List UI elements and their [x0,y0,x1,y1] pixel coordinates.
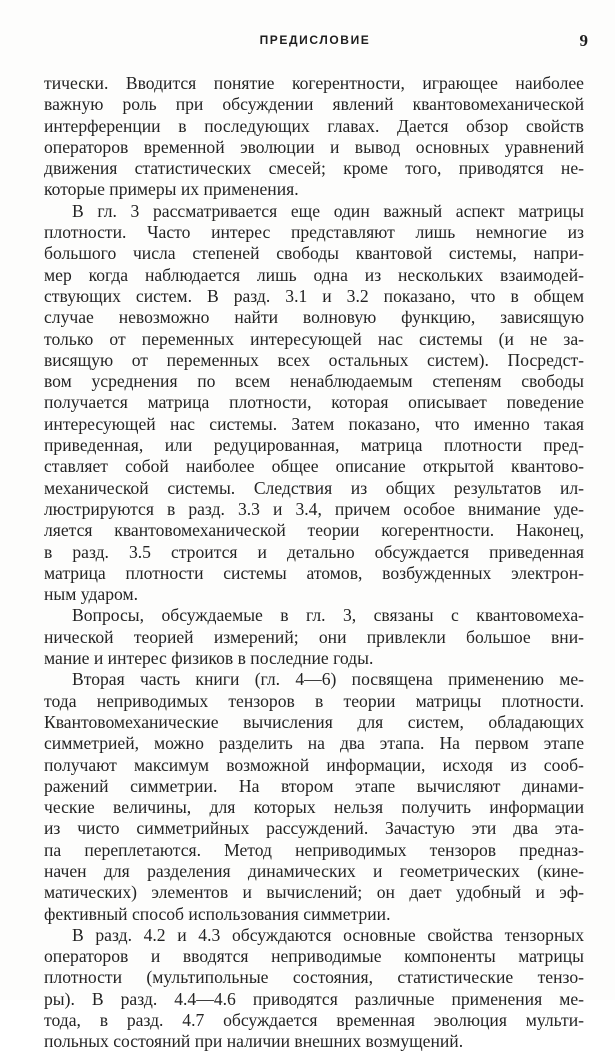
page-header [42,31,588,53]
text-line: па переплетаются. Метод неприводимых тензоров предназ- [44,839,584,860]
text-line: Квантовомеханические вычисления для систем, обладающих [44,711,584,732]
text-line: только от переменных интересующей нас системы (и не за- [44,328,584,349]
text-line: ры). В разд. 4.4—4.6 приводятся различные применения ме- [44,988,584,1009]
text-line: нической теорией измерений; они привлекли большое вни- [44,626,584,647]
text-line: В гл. 3 рассматривается еще один важный аспект матрицы [72,200,584,221]
text-line: плотности (мультипольные состояния, статистические тензо- [44,967,584,988]
text-line: случае невозможно найти волновую функцию, зависящую [44,307,584,328]
text-line: вом усреднения по всем ненаблюдаемым степеням свободы [44,371,584,392]
text-line: Вопросы, обсуждаемые в гл. 3, связаны с квантовомеха- [72,605,584,626]
paragraph-3 [44,605,584,669]
text-line: механической системы. Следствия из общих результатов ил- [44,477,584,498]
text-line: получают максимум возможной информации, исходя из сооб- [44,754,584,775]
text-line: движения статистических смесей; кроме того, приводятся не- [44,158,584,179]
text-line: интерференции в последующих главах. Дается обзор свойств [44,115,584,136]
text-line: ным ударом. [44,584,139,605]
text-line: ставляет собой наиболее общее описание открытой квантово- [44,456,584,477]
running-title: ПРЕДИСЛОВИЕ [259,33,371,47]
text-line: мер когда наблюдается лишь одна из нескольких взаимодей- [44,264,584,285]
text-line: операторов и вводятся неприводимые компоненты матрицы [44,946,584,967]
text-line: матических) элементов и вычислений; он дает удобный и эф- [44,882,584,903]
text-line: приведенная, или редуцированная, матрица плотности пред- [44,435,584,456]
text-line: люстрируются в разд. 3.3 и 3.4, причем особое внимание уде- [44,498,584,519]
text-line: операторов временной эволюции и вывод основных уравнений [44,136,584,157]
text-line: тода неприводимых тензоров в теории матрицы плотности. [44,690,584,711]
text-line: ражений симметрии. На втором этапе вычисляют динами- [44,775,584,796]
paragraph-5 [44,925,584,1053]
paragraph-4 [44,669,584,925]
text-line: получается матрица плотности, которая описывает поведение [44,392,584,413]
paragraph-1 [44,73,584,201]
text-line: интересующей нас системы. Затем показано, что именно такая [44,413,584,434]
text-line: из чисто симметрийных рассуждений. Зачастую эти два эта- [44,818,584,839]
text-line: большого числа степеней свободы квантовой системы, напри- [44,243,584,264]
text-line: польных состояний при наличии внешних возмущений. [44,1031,464,1052]
text-line: ческие величины, для которых нельзя получить информации [44,797,584,818]
text-line: Вторая часть книги (гл. 4—6) посвящена применению ме- [72,669,584,690]
text-line: мание и интерес физиков в последние годы. [44,648,374,669]
text-line: плотности. Часто интерес представляют лишь немногие из [44,222,584,243]
text-line: важную роль при обсуждении явлений квантовомеханической [44,94,584,115]
paragraph-2 [44,201,584,606]
page-number: 9 [579,31,588,50]
text-line: в разд. 3.5 строится и детально обсуждается приведенная [44,541,584,562]
text-line: которые примеры их применения. [44,179,299,200]
text-line: тода, в разд. 4.7 обсуждается временная эволюция мульти- [44,1010,584,1031]
text-line: начен для разделения динамических и геометрических (кине- [44,860,584,881]
body-text [44,73,584,1053]
text-line: матрица плотности системы атомов, возбужденных электрон- [44,562,584,583]
text-line: ствующих систем. В разд. 3.1 и 3.2 показано, что в общем [44,285,584,306]
text-line: фективный способ использования симметрии. [44,903,391,924]
text-line: симметрией, можно разделить на два этапа. На первом этапе [44,733,584,754]
text-line: В разд. 4.2 и 4.3 обсуждаются основные свойства тензорных [72,924,584,945]
text-line: ляется квантовомеханической теории когерентности. Наконец, [44,520,584,541]
text-line: тически. Вводится понятие когерентности, играющее наиболее [44,73,584,93]
text-line: висящую от переменных всех остальных систем). Посредст- [44,349,584,370]
